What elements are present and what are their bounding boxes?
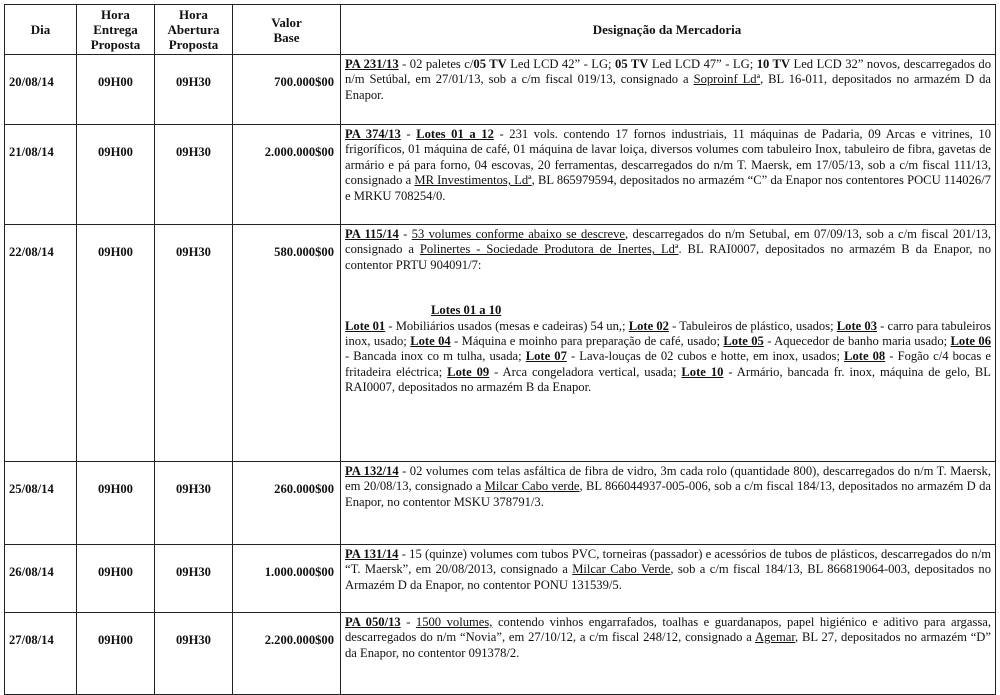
cell-hora-entrega: 09H00 [77,613,155,695]
lot-label: Lote 05 [723,334,764,349]
lot-label: Lote 08 [844,349,886,364]
table-row [5,545,996,613]
cell-hora-abertura: 09H30 [155,55,233,125]
cell-hora-abertura: 09H30 [155,462,233,545]
cell-designacao: PA 231/13 - 02 paletes c/05 TV Led LCD 42” - LG; 05 TV Led LCD 47” - LG; 10 TV Led LCD 32” novos, descarregados do n/m Setúbal, em 27/01/13, sob a c/m fiscal 019/13, consignado a Soproinf Ldª, BL 16-011, depositados no armazém D da Enapor. [341,55,996,125]
cell-designacao: PA 050/13 - 1500 volumes, contendo vinhos engarrafados, toalhas e guardanapos, papel higiénico e aditivo para argassa, descarregados do n/m “Novia”, em 27/10/12, a c/m fiscal 248/12, consignado a Agemar, BL 27, depositados no armazém “D” da Enapor, no contentor 091378/2. [341,613,996,695]
cell-designacao: PA 131/14 - 15 (quinze) volumes com tubos PVC, torneiras (passador) e acessórios de tubos de plásticos, descarregados do n/m “T. Maersk”, em 20/08/2013, consignado a Milcar Cabo Verde, sob a c/m fiscal 184/13, BL 866819064-003, depositados no Armazém D da Enapor, no contentor PONU 131539/5. [341,545,996,613]
header-valor-base: Valor Base [233,5,341,55]
cell-hora-abertura: 09H30 [155,225,233,462]
cell-valor-base: 700.000$00 [233,55,341,125]
header-designacao: Designação da Mercadoria [341,5,996,55]
auction-schedule-table [4,4,996,695]
table-header-row [5,5,996,55]
cell-dia: 27/08/14 [5,613,77,695]
table-row [5,613,996,695]
cell-dia: 25/08/14 [5,462,77,545]
header-hora-entrega: Hora Entrega Proposta [77,5,155,55]
cell-valor-base: 260.000$00 [233,462,341,545]
table-row [5,225,996,462]
cell-hora-entrega: 09H00 [77,545,155,613]
header-hora-abertura: Hora Abertura Proposta [155,5,233,55]
process-number: PA 115/14 [345,227,399,241]
lots-title: Lotes 01 a 10 [431,303,502,318]
cell-hora-entrega: 09H00 [77,225,155,462]
consignee: Polinertes - Sociedade Produtora de Inertes, Ldª [419,242,679,257]
cell-dia: 26/08/14 [5,545,77,613]
table-row [5,125,996,225]
cell-hora-entrega: 09H00 [77,125,155,225]
cell-dia: 21/08/14 [5,125,77,225]
lot-label: Lote 02 [628,318,669,333]
consignee: Milcar Cabo verde [484,479,580,494]
cell-valor-base: 580.000$00 [233,225,341,462]
consignee: MR Investimentos, Ldª [414,173,532,188]
process-number: PA 374/13 [345,127,401,141]
cell-hora-abertura: 09H30 [155,545,233,613]
lot-label: Lote 03 [836,318,877,333]
lots-range: Lotes 01 a 12 [416,127,494,141]
cell-hora-abertura: 09H30 [155,613,233,695]
volumes-note: 1500 volumes, [415,615,493,629]
cell-hora-entrega: 09H00 [77,462,155,545]
lot-label: Lote 04 [410,334,451,349]
consignee: Agemar [754,630,796,645]
table-row [5,462,996,545]
cell-valor-base: 2.000.000$00 [233,125,341,225]
table-row [5,55,996,125]
cell-designacao: PA 132/14 - 02 volumes com telas asfáltica de fibra de vidro, 3m cada rolo (quantidade 800), descarregados do n/m T. Maersk, em 20/08/13, consignado a Milcar Cabo verde, BL 866044937-005-006, sob a c/m fiscal 184/13, depositados no armazém D da Enapor, no contentor MSKU 378791/3. [341,462,996,545]
lot-label: Lote 09 [447,364,490,379]
cell-designacao: PA 115/14 - 53 volumes conforme abaixo se descreve, descarregados do n/m Setubal, em 07/09/13, sob a c/m fiscal 201/13, consignado a Polinertes - Sociedade Produtora de Inertes, Ldª. BL RAI0007, depositados no armazém B da Enapor, no contentor PRTU 904091/7: Lotes 01 a 10 Lote 01 - Mobiliários usados (mesas e cadeiras) 54 un,; Lote 02 - Tabuleiros de plástico, usados; Lote 03 - carro para tabuleiros inox, usado; Lote 04 - Máquina e moinho para preparação de café, usado; Lote 05 - Aquecedor de banho maria usado; Lote 06 - Bancada inox co m tulha, usada; Lote 07 - Lava-louças de 02 cubos e hotte, em inox, usados; Lote 08 - Fogão c/4 bocas e fritadeira eléctrica; Lote 09 - Arca congeladora vertical, usada; Lote 10 - Armário, bancada fr. inox, máquina de gelo, BL RAI0007, depositados no armazém B da Enapor. [341,225,996,462]
cell-dia: 22/08/14 [5,225,77,462]
header-dia: Dia [5,5,77,55]
cell-hora-entrega: 09H00 [77,55,155,125]
lot-label: Lote 06 [950,334,991,349]
process-number: PA 131/14 [345,547,399,561]
consignee: Soproinf Ldª [693,72,761,87]
process-number: PA 050/13 [345,615,401,629]
cell-designacao: PA 374/13 - Lotes 01 a 12 - 231 vols. contendo 17 fornos industriais, 11 máquinas de Padaria, 09 Arcas e vitrines, 10 frigoríficos, 01 máquina de café, 01 máquina de lavar loiça, diversos volumes com tabuleiro Inox, tabuleiro de fibra, gavetas de armário e pá para forno, 04 escovas, 20 ferramentas, descarregados do n/m T. Maersk, em 17/05/13, sob a c/m fiscal 111/13, consignado a MR Investimentos, Ldª, BL 865979594, depositados no armazém “C” da Enapor nos contentores POCU 114026/7 e MRKU 708254/0. [341,125,996,225]
lot-label: Lote 01 [345,318,386,333]
consignee: Milcar Cabo Verde [572,562,671,577]
lot-label: Lote 10 [681,364,724,379]
volumes-note: 53 volumes conforme abaixo se descreve [411,227,625,241]
process-number: PA 231/13 [345,57,399,71]
cell-dia: 20/08/14 [5,55,77,125]
cell-valor-base: 1.000.000$00 [233,545,341,613]
lot-label: Lote 07 [525,349,567,364]
process-number: PA 132/14 [345,464,399,478]
cell-valor-base: 2.200.000$00 [233,613,341,695]
cell-hora-abertura: 09H30 [155,125,233,225]
